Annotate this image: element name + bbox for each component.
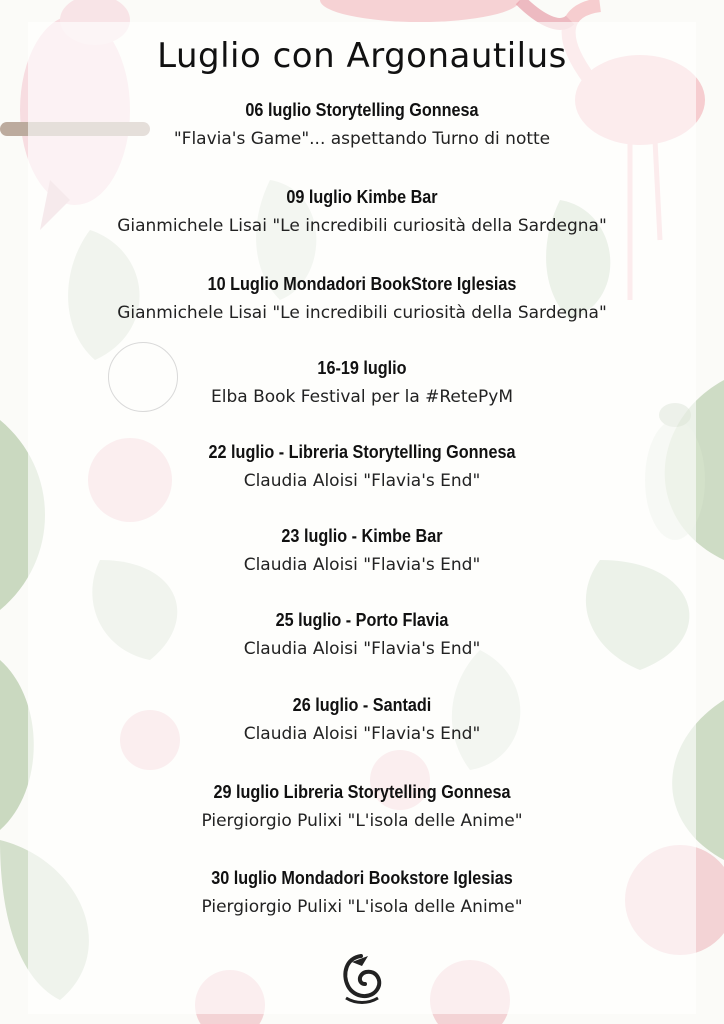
event-item: [0, 691, 724, 749]
event-detail: "Flavia's Game"... aspettando Turno di notte: [173, 129, 551, 149]
event-detail: Claudia Aloisi "Flavia's End": [243, 555, 481, 575]
event-detail: Claudia Aloisi "Flavia's End": [243, 639, 481, 659]
event-detail: Gianmichele Lisai "Le incredibili curiosità della Sardegna": [117, 303, 607, 323]
event-detail: Claudia Aloisi "Flavia's End": [243, 724, 481, 744]
event-heading: 09 luglio Kimbe Bar: [286, 187, 438, 207]
event-item: [0, 96, 724, 154]
event-detail: Piergiorgio Pulixi "L'isola delle Anime": [201, 897, 523, 917]
argonautilus-logo-icon: [338, 952, 384, 1004]
event-item: [0, 606, 724, 664]
event-heading: 22 luglio - Libreria Storytelling Gonnesa: [208, 442, 516, 462]
event-heading: 30 luglio Mondadori Bookstore Iglesias: [211, 868, 513, 888]
event-heading: 10 Luglio Mondadori BookStore Iglesias: [207, 274, 517, 294]
event-heading: 29 luglio Libreria Storytelling Gonnesa: [213, 782, 511, 802]
event-heading: 25 luglio - Porto Flavia: [275, 610, 449, 630]
event-detail: Claudia Aloisi "Flavia's End": [243, 471, 481, 491]
event-item: [0, 270, 724, 328]
event-heading: 23 luglio - Kimbe Bar: [281, 526, 443, 546]
event-detail: Gianmichele Lisai "Le incredibili curiosità della Sardegna": [117, 216, 607, 236]
event-detail: Piergiorgio Pulixi "L'isola delle Anime": [201, 811, 523, 831]
event-item: [0, 778, 724, 836]
event-item: [0, 438, 724, 496]
event-item: [0, 183, 724, 241]
event-item: [0, 522, 724, 580]
event-heading: 26 luglio - Santadi: [292, 695, 432, 715]
event-heading: 16-19 luglio: [317, 358, 407, 378]
event-detail: Elba Book Festival per la #RetePyM: [211, 387, 513, 407]
event-item: [0, 864, 724, 922]
event-heading: 06 luglio Storytelling Gonnesa: [245, 100, 479, 120]
event-item: [0, 354, 724, 412]
page-title: Luglio con Argonautilus: [157, 36, 567, 76]
